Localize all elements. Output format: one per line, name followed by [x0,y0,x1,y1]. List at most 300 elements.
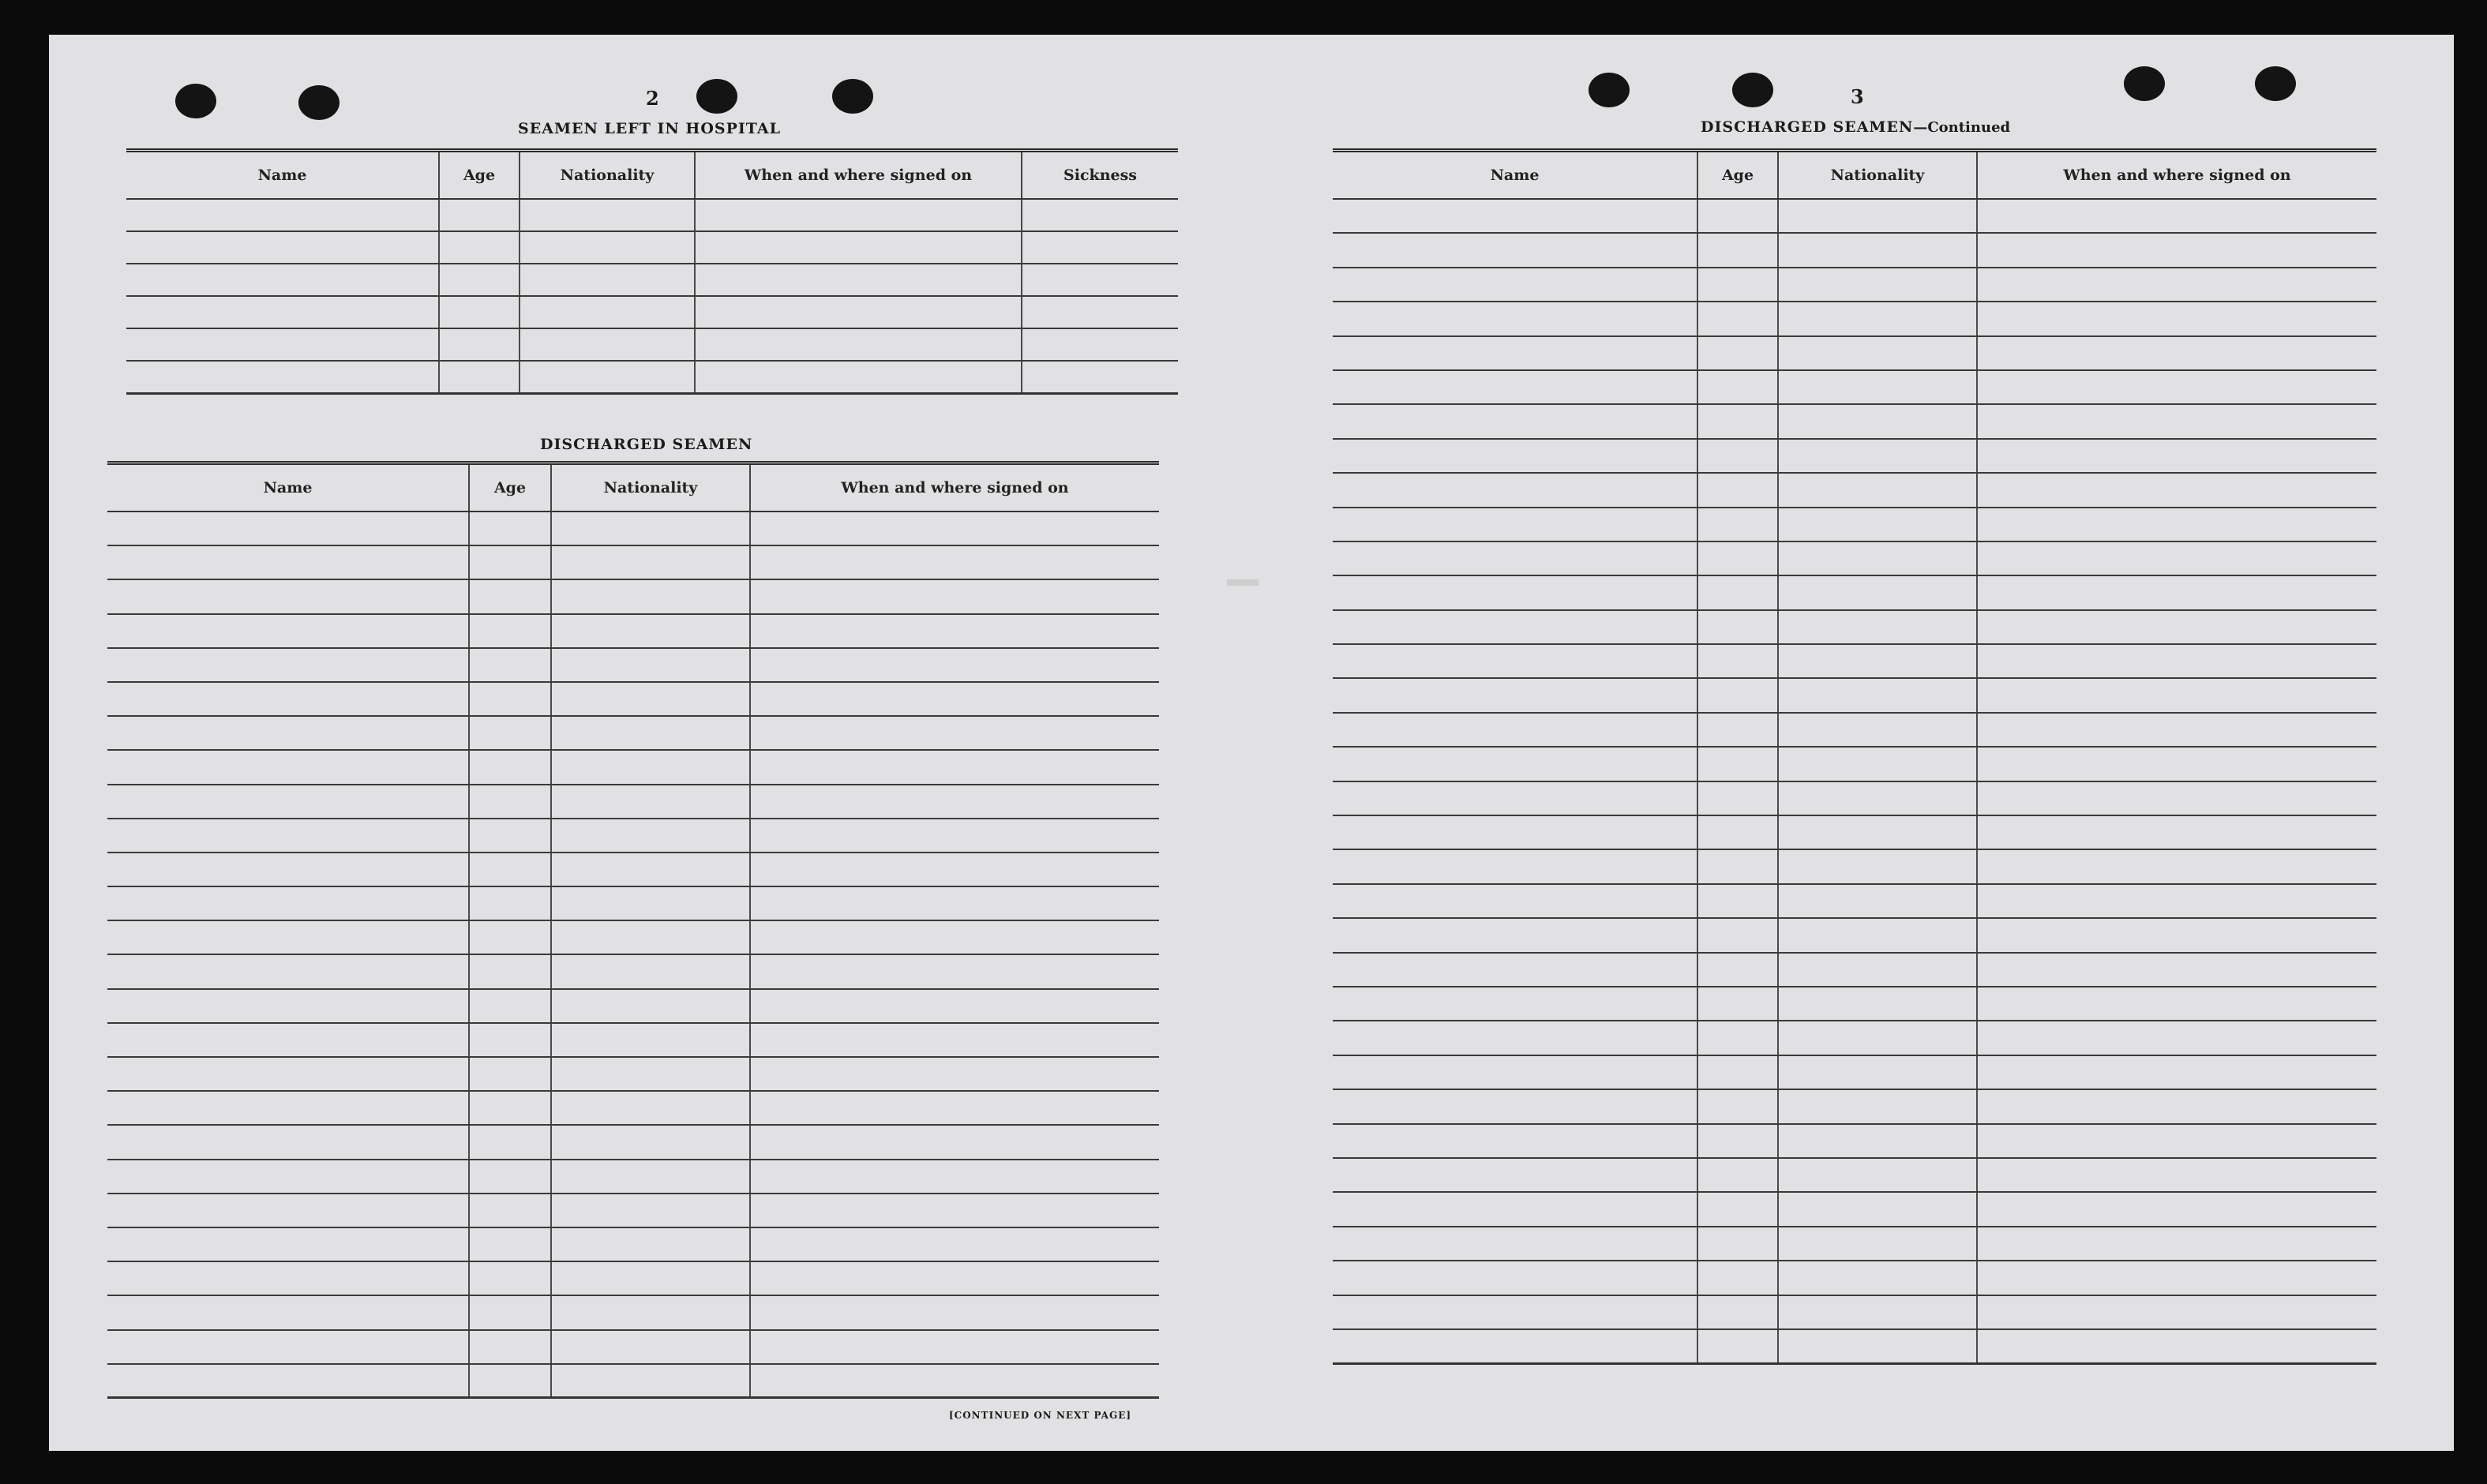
blank-entry-cell[interactable] [1778,1295,1977,1329]
blank-entry-cell[interactable] [1778,1021,1977,1055]
blank-entry-cell[interactable] [1333,1329,1697,1363]
blank-entry-cell[interactable] [750,1295,1159,1329]
blank-entry-cell[interactable] [1778,849,1977,883]
table-row [107,920,1159,954]
blank-entry-cell[interactable] [1333,918,1697,952]
blank-entry-cell[interactable] [1333,1124,1697,1158]
blank-entry-cell[interactable] [107,1160,469,1194]
blank-entry-cell[interactable] [107,1023,469,1057]
blank-entry-cell[interactable] [1697,370,1778,404]
blank-entry-cell[interactable] [551,1091,750,1125]
blank-entry-cell[interactable] [695,296,1022,328]
blank-entry-cell[interactable] [551,1364,750,1398]
blank-entry-cell[interactable] [551,1194,750,1227]
blank-entry-cell[interactable] [750,1023,1159,1057]
blank-entry-cell[interactable] [1333,713,1697,747]
blank-entry-cell[interactable] [1778,1124,1977,1158]
blank-entry-cell[interactable] [1333,884,1697,918]
blank-entry-cell[interactable] [1333,1227,1697,1261]
blank-entry-cell[interactable] [750,1364,1159,1398]
blank-entry-cell[interactable] [1778,953,1977,987]
blank-entry-cell[interactable] [1333,953,1697,987]
blank-entry-cell[interactable] [107,920,469,954]
blank-entry-cell[interactable] [1778,233,1977,267]
section-title-discharged: DISCHARGED SEAMEN [540,436,753,453]
blank-entry-cell[interactable] [551,886,750,920]
blank-entry-cell[interactable] [1697,542,1778,575]
blank-entry-cell[interactable] [469,648,551,682]
blank-entry-cell[interactable] [695,231,1022,264]
blank-entry-cell[interactable] [1697,610,1778,644]
blank-entry-cell[interactable] [1977,747,2376,781]
blank-entry-cell[interactable] [1977,1158,2376,1192]
blank-entry-cell[interactable] [551,648,750,682]
blank-entry-cell[interactable] [107,682,469,716]
blank-entry-cell[interactable] [1697,678,1778,712]
blank-entry-cell[interactable] [469,1227,551,1261]
blank-entry-cell[interactable] [551,1295,750,1329]
blank-entry-cell[interactable] [750,512,1159,545]
blank-entry-cell[interactable] [1977,473,2376,507]
blank-entry-cell[interactable] [520,296,695,328]
blank-entry-cell[interactable] [1333,644,1697,678]
blank-entry-cell[interactable] [551,682,750,716]
blank-entry-cell[interactable] [439,264,520,296]
blank-entry-cell[interactable] [469,1330,551,1364]
table-row [1333,508,2376,542]
blank-entry-cell[interactable] [107,579,469,613]
table-row [107,716,1159,750]
blank-entry-cell[interactable] [1778,370,1977,404]
blank-entry-cell[interactable] [1778,987,1977,1021]
blank-entry-cell[interactable] [551,1057,750,1091]
blank-entry-cell[interactable] [107,1261,469,1295]
blank-entry-cell[interactable] [469,785,551,819]
blank-entry-cell[interactable] [1697,713,1778,747]
blank-entry-cell[interactable] [1778,1192,1977,1226]
blank-entry-cell[interactable] [1778,508,1977,542]
blank-entry-cell[interactable] [1697,747,1778,781]
blank-entry-cell[interactable] [1697,336,1778,370]
blank-entry-cell[interactable] [107,614,469,648]
punch-hole [1589,73,1630,107]
blank-entry-cell[interactable] [107,1091,469,1125]
blank-entry-cell[interactable] [439,296,520,328]
blank-entry-cell[interactable] [551,614,750,648]
blank-entry-cell[interactable] [107,1194,469,1227]
blank-entry-cell[interactable] [1778,1329,1977,1363]
blank-entry-cell[interactable] [1333,199,1697,233]
blank-entry-cell[interactable] [1977,404,2376,438]
blank-entry-cell[interactable] [1778,781,1977,815]
blank-entry-cell[interactable] [1333,302,1697,335]
blank-entry-cell[interactable] [1778,713,1977,747]
blank-entry-cell[interactable] [1778,404,1977,438]
blank-entry-cell[interactable] [107,1330,469,1364]
blank-entry-cell[interactable] [1697,781,1778,815]
blank-entry-cell[interactable] [469,853,551,886]
blank-entry-cell[interactable] [1697,987,1778,1021]
blank-entry-cell[interactable] [1333,542,1697,575]
blank-entry-cell[interactable] [750,648,1159,682]
blank-entry-cell[interactable] [469,819,551,853]
blank-entry-cell[interactable] [750,716,1159,750]
table-row [107,682,1159,716]
blank-entry-cell[interactable] [1977,1055,2376,1089]
blank-entry-cell[interactable] [750,886,1159,920]
blank-entry-cell[interactable] [1778,1261,1977,1295]
blank-entry-cell[interactable] [126,361,439,393]
blank-entry-cell[interactable] [107,1125,469,1159]
blank-entry-cell[interactable] [107,989,469,1023]
column-header: Name [126,151,439,200]
blank-entry-cell[interactable] [551,716,750,750]
blank-entry-cell[interactable] [750,954,1159,988]
blank-entry-cell[interactable] [551,954,750,988]
blank-entry-cell[interactable] [551,819,750,853]
blank-entry-cell[interactable] [695,328,1022,361]
blank-entry-cell[interactable] [551,1330,750,1364]
blank-entry-cell[interactable] [1697,1227,1778,1261]
blank-entry-cell[interactable] [551,920,750,954]
blank-entry-cell[interactable] [1697,302,1778,335]
blank-entry-cell[interactable] [1333,987,1697,1021]
blank-entry-cell[interactable] [750,579,1159,613]
blank-entry-cell[interactable] [551,1125,750,1159]
blank-entry-cell[interactable] [469,1125,551,1159]
blank-entry-cell[interactable] [1022,296,1178,328]
blank-entry-cell[interactable] [107,886,469,920]
blank-entry-cell[interactable] [1333,781,1697,815]
blank-entry-cell[interactable] [1977,849,2376,883]
blank-entry-cell[interactable] [469,920,551,954]
blank-entry-cell[interactable] [1977,884,2376,918]
blank-entry-cell[interactable] [1333,575,1697,609]
blank-entry-cell[interactable] [750,614,1159,648]
blank-entry-cell[interactable] [1778,918,1977,952]
blank-entry-cell[interactable] [551,750,750,784]
blank-entry-cell[interactable] [1977,370,2376,404]
blank-entry-cell[interactable] [439,199,520,231]
blank-entry-cell[interactable] [520,328,695,361]
blank-entry-cell[interactable] [126,199,439,231]
blank-entry-cell[interactable] [126,231,439,264]
blank-entry-cell[interactable] [1778,1055,1977,1089]
blank-entry-cell[interactable] [1333,1192,1697,1226]
table-row [107,886,1159,920]
punch-hole [298,85,339,120]
blank-entry-cell[interactable] [1333,1089,1697,1123]
blank-entry-cell[interactable] [1022,199,1178,231]
blank-entry-cell[interactable] [1977,1295,2376,1329]
blank-entry-cell[interactable] [126,328,439,361]
blank-entry-cell[interactable] [1697,953,1778,987]
blank-entry-cell[interactable] [1977,1021,2376,1055]
blank-entry-cell[interactable] [469,1023,551,1057]
blank-entry-cell[interactable] [520,231,695,264]
blank-entry-cell[interactable] [1697,439,1778,473]
blank-entry-cell[interactable] [1977,610,2376,644]
blank-entry-cell[interactable] [1333,678,1697,712]
blank-entry-cell[interactable] [469,614,551,648]
blank-entry-cell[interactable] [1697,1158,1778,1192]
blank-entry-cell[interactable] [107,954,469,988]
blank-entry-cell[interactable] [1977,1089,2376,1123]
blank-entry-cell[interactable] [1778,268,1977,302]
table-row [107,1160,1159,1194]
blank-entry-cell[interactable] [107,1227,469,1261]
blank-entry-cell[interactable] [750,1125,1159,1159]
blank-entry-cell[interactable] [469,954,551,988]
blank-entry-cell[interactable] [107,545,469,579]
blank-entry-cell[interactable] [1977,575,2376,609]
table-row [107,1330,1159,1364]
blank-entry-cell[interactable] [1697,199,1778,233]
blank-entry-cell[interactable] [1977,336,2376,370]
table-row [126,231,1178,264]
blank-entry-cell[interactable] [750,1194,1159,1227]
blank-entry-cell[interactable] [750,1160,1159,1194]
blank-entry-cell[interactable] [1977,678,2376,712]
blank-entry-cell[interactable] [1333,610,1697,644]
blank-entry-cell[interactable] [551,579,750,613]
blank-entry-cell[interactable] [1977,1192,2376,1226]
blank-entry-cell[interactable] [469,716,551,750]
blank-entry-cell[interactable] [1977,1261,2376,1295]
blank-entry-cell[interactable] [1977,1227,2376,1261]
blank-entry-cell[interactable] [1333,473,1697,507]
blank-entry-cell[interactable] [1333,404,1697,438]
blank-entry-cell[interactable] [520,199,695,231]
blank-entry-cell[interactable] [1333,849,1697,883]
blank-entry-cell[interactable] [750,545,1159,579]
blank-entry-cell[interactable] [695,361,1022,393]
blank-entry-cell[interactable] [469,1091,551,1125]
blank-entry-cell[interactable] [695,264,1022,296]
blank-entry-cell[interactable] [551,853,750,886]
blank-entry-cell[interactable] [1977,781,2376,815]
table-row [1333,953,2376,987]
blank-entry-cell[interactable] [1778,1158,1977,1192]
blank-entry-cell[interactable] [750,1091,1159,1125]
blank-entry-cell[interactable] [520,264,695,296]
page-number-right: 3 [1851,85,1864,108]
column-header: Nationality [1778,151,1977,200]
blank-entry-cell[interactable] [1778,644,1977,678]
blank-entry-cell[interactable] [750,920,1159,954]
blank-entry-cell[interactable] [1697,575,1778,609]
blank-entry-cell[interactable] [1333,1055,1697,1089]
blank-entry-cell[interactable] [1333,268,1697,302]
blank-entry-cell[interactable] [1333,233,1697,267]
punch-hole [1732,73,1773,107]
blank-entry-cell[interactable] [1333,439,1697,473]
blank-entry-cell[interactable] [551,785,750,819]
blank-entry-cell[interactable] [1022,231,1178,264]
blank-entry-cell[interactable] [1697,1089,1778,1123]
table-row [107,819,1159,853]
blank-entry-cell[interactable] [1778,678,1977,712]
blank-entry-cell[interactable] [1333,1021,1697,1055]
blank-entry-cell[interactable] [107,1364,469,1398]
blank-entry-cell[interactable] [107,853,469,886]
blank-entry-cell[interactable] [1977,1329,2376,1363]
table-row [107,1227,1159,1261]
blank-entry-cell[interactable] [750,750,1159,784]
blank-entry-cell[interactable] [551,512,750,545]
blank-entry-cell[interactable] [1697,884,1778,918]
blank-entry-cell[interactable] [1778,610,1977,644]
blank-entry-cell[interactable] [551,1160,750,1194]
blank-entry-cell[interactable] [1697,1124,1778,1158]
blank-entry-cell[interactable] [1977,1124,2376,1158]
header-row [1333,151,2376,200]
blank-entry-cell[interactable] [1697,233,1778,267]
column-header: Nationality [551,463,750,512]
column-header: Nationality [520,151,695,200]
blank-entry-cell[interactable] [1977,542,2376,575]
blank-entry-cell[interactable] [1778,884,1977,918]
blank-entry-cell[interactable] [1977,815,2376,849]
blank-entry-cell[interactable] [1778,302,1977,335]
blank-entry-cell[interactable] [551,989,750,1023]
blank-entry-cell[interactable] [1697,473,1778,507]
blank-entry-cell[interactable] [750,853,1159,886]
blank-entry-cell[interactable] [1778,1227,1977,1261]
blank-entry-cell[interactable] [1697,1329,1778,1363]
blank-entry-cell[interactable] [107,785,469,819]
table-row [126,264,1178,296]
blank-entry-cell[interactable] [469,512,551,545]
blank-entry-cell[interactable] [1697,918,1778,952]
blank-entry-cell[interactable] [469,579,551,613]
blank-entry-cell[interactable] [469,886,551,920]
blank-entry-cell[interactable] [1778,439,1977,473]
blank-entry-cell[interactable] [1333,370,1697,404]
blank-entry-cell[interactable] [1977,508,2376,542]
blank-entry-cell[interactable] [1697,849,1778,883]
blank-entry-cell[interactable] [1697,1021,1778,1055]
blank-entry-cell[interactable] [750,1227,1159,1261]
blank-entry-cell[interactable] [1333,815,1697,849]
table-row [1333,747,2376,781]
column-header: When and where signed on [750,463,1159,512]
blank-entry-cell[interactable] [1977,644,2376,678]
blank-entry-cell[interactable] [1778,747,1977,781]
blank-entry-cell[interactable] [551,545,750,579]
table-row [1333,1124,2376,1158]
blank-entry-cell[interactable] [126,264,439,296]
blank-entry-cell[interactable] [1697,1192,1778,1226]
blank-entry-cell[interactable] [1977,918,2376,952]
blank-entry-cell[interactable] [1778,575,1977,609]
punch-hole [696,79,737,114]
blank-entry-cell[interactable] [1697,644,1778,678]
blank-entry-cell[interactable] [695,199,1022,231]
blank-entry-cell[interactable] [750,1057,1159,1091]
table-row [1333,644,2376,678]
blank-entry-cell[interactable] [469,750,551,784]
blank-entry-cell[interactable] [1022,264,1178,296]
blank-entry-cell[interactable] [1697,268,1778,302]
blank-entry-cell[interactable] [1977,987,2376,1021]
blank-entry-cell[interactable] [1697,1295,1778,1329]
blank-entry-cell[interactable] [1778,199,1977,233]
blank-entry-cell[interactable] [107,1295,469,1329]
blank-entry-cell[interactable] [1977,439,2376,473]
blank-entry-cell[interactable] [1333,1158,1697,1192]
blank-entry-cell[interactable] [439,361,520,393]
blank-entry-cell[interactable] [551,1023,750,1057]
blank-entry-cell[interactable] [520,361,695,393]
blank-entry-cell[interactable] [1333,508,1697,542]
blank-entry-cell[interactable] [1977,268,2376,302]
blank-entry-cell[interactable] [1022,328,1178,361]
blank-entry-cell[interactable] [469,1364,551,1398]
blank-entry-cell[interactable] [1697,1055,1778,1089]
blank-entry-cell[interactable] [1697,508,1778,542]
blank-entry-cell[interactable] [107,648,469,682]
blank-entry-cell[interactable] [750,785,1159,819]
table-row [1333,1158,2376,1192]
blank-entry-cell[interactable] [469,682,551,716]
blank-entry-cell[interactable] [469,1261,551,1295]
blank-entry-cell[interactable] [107,750,469,784]
blank-entry-cell[interactable] [1977,199,2376,233]
blank-entry-cell[interactable] [439,231,520,264]
blank-entry-cell[interactable] [1333,1295,1697,1329]
column-header: Sickness [1022,151,1178,200]
blank-entry-cell[interactable] [439,328,520,361]
blank-entry-cell[interactable] [107,512,469,545]
blank-entry-cell[interactable] [1778,815,1977,849]
blank-entry-cell[interactable] [750,989,1159,1023]
blank-entry-cell[interactable] [469,1194,551,1227]
blank-entry-cell[interactable] [1697,815,1778,849]
blank-entry-cell[interactable] [750,682,1159,716]
blank-entry-cell[interactable] [469,1057,551,1091]
blank-entry-cell[interactable] [750,819,1159,853]
blank-entry-cell[interactable] [107,716,469,750]
blank-entry-cell[interactable] [1333,336,1697,370]
blank-entry-cell[interactable] [750,1261,1159,1295]
blank-entry-cell[interactable] [1778,542,1977,575]
blank-entry-cell[interactable] [1333,747,1697,781]
blank-entry-cell[interactable] [469,545,551,579]
blank-entry-cell[interactable] [750,1330,1159,1364]
blank-entry-cell[interactable] [469,989,551,1023]
blank-entry-cell[interactable] [1778,1089,1977,1123]
blank-entry-cell[interactable] [469,1295,551,1329]
blank-entry-cell[interactable] [551,1261,750,1295]
blank-entry-cell[interactable] [1778,336,1977,370]
blank-entry-cell[interactable] [1333,1261,1697,1295]
blank-entry-cell[interactable] [107,1057,469,1091]
blank-entry-cell[interactable] [1778,473,1977,507]
blank-entry-cell[interactable] [1977,713,2376,747]
blank-entry-cell[interactable] [1977,233,2376,267]
blank-entry-cell[interactable] [1022,361,1178,393]
blank-entry-cell[interactable] [126,296,439,328]
blank-entry-cell[interactable] [551,1227,750,1261]
blank-entry-cell[interactable] [1977,953,2376,987]
table-row [126,296,1178,328]
blank-entry-cell[interactable] [469,1160,551,1194]
blank-entry-cell[interactable] [107,819,469,853]
blank-entry-cell[interactable] [1977,302,2376,335]
blank-entry-cell[interactable] [1697,404,1778,438]
blank-entry-cell[interactable] [1697,1261,1778,1295]
